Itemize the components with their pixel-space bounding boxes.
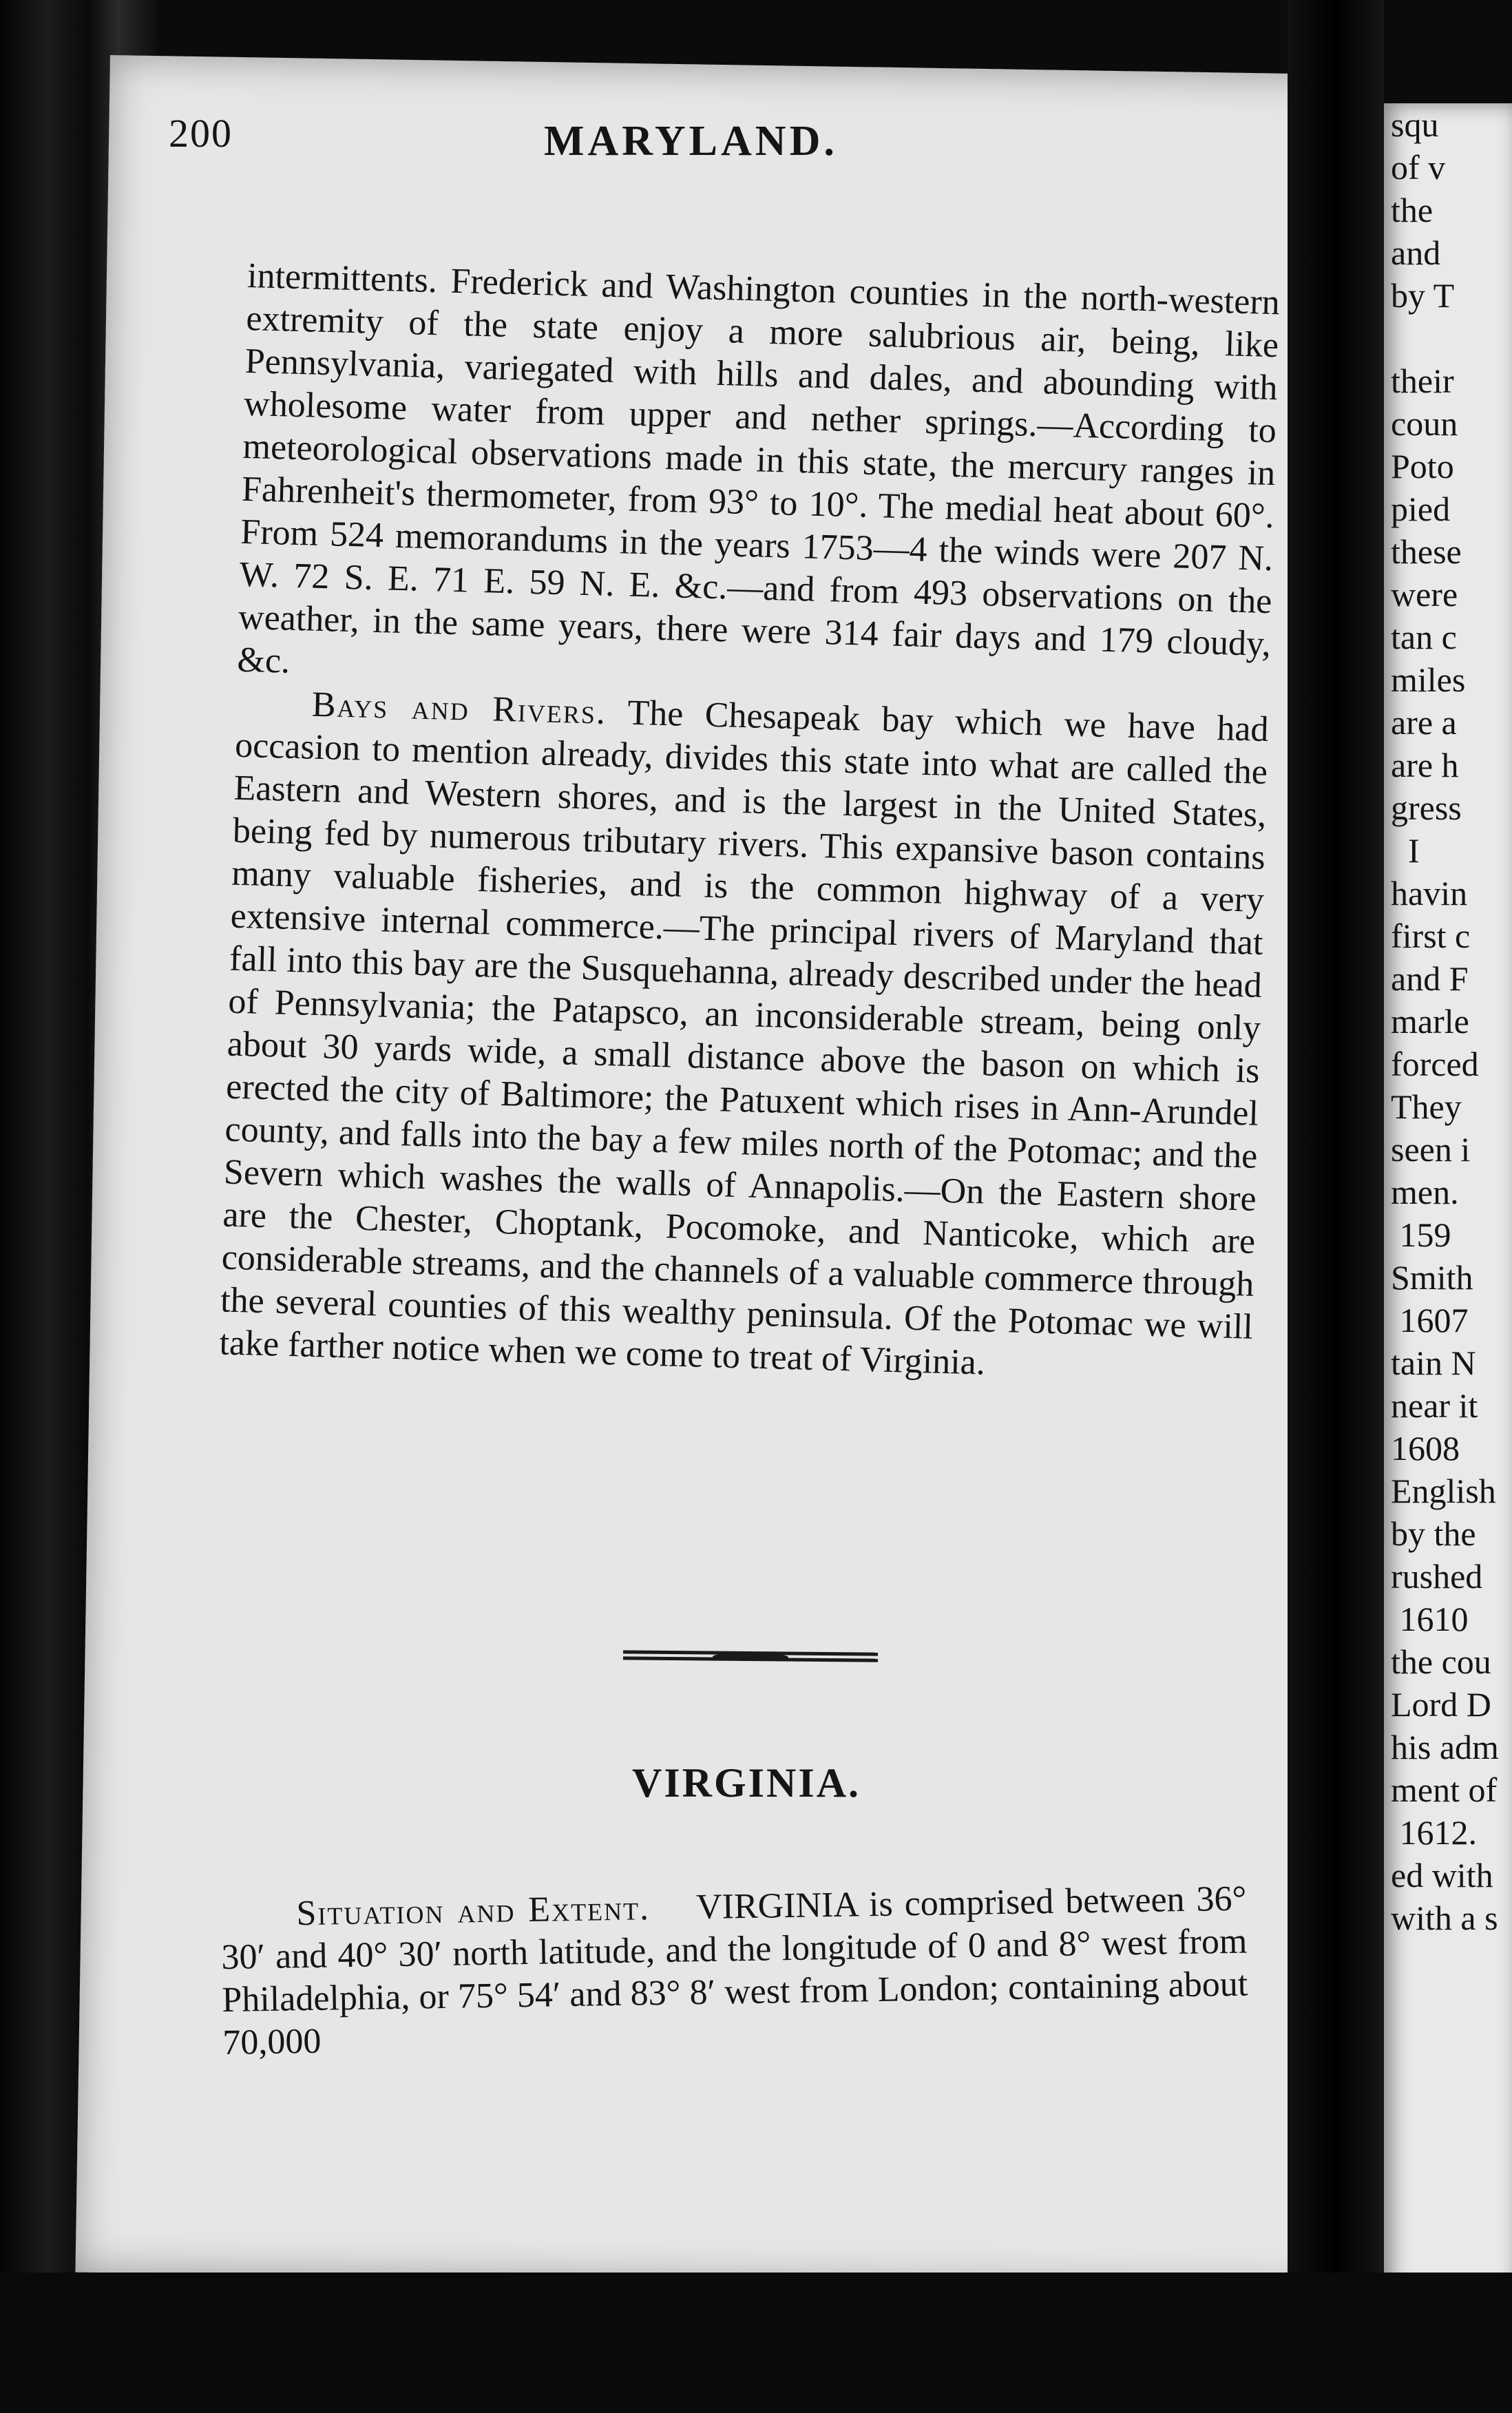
bottom-shadow	[0, 2273, 1512, 2413]
page-number: 200	[169, 111, 233, 156]
book-gutter	[1288, 0, 1384, 2413]
section-heading-situation-extent: Situation and Extent.	[296, 1888, 651, 1934]
right-page-text: squ of v the and by T their coun Poto pied these were tan c miles are a are h gress I havin first c and F marle forced They seen i men. 159 Smith 1607 tain N near it 1608 English by the rushed 1610 the cou Lord D his adm ment of 1612. ed with with a s	[1391, 105, 1499, 1937]
section-title-virginia: VIRGINIA.	[632, 1760, 861, 1806]
main-text-block	[219, 255, 1281, 1392]
section-heading-bays-rivers: Bays and Rivers.	[311, 685, 607, 732]
paragraph-climate: intermittents. Frederick and Washington counties in the north-western extremity of the state enjoy a more salubrious air, being, like Pennsylvania, variegated with hills and dales, and abounding with wholesome water from upper and nether springs.—According to meteorological observations made in this state, the mercury ranges in Fahrenheit's thermometer, from 93° to 10°. The medial heat about 60°. From 524 memorandums in the years 1753—4 the winds were 207 N. W. 72 S. E. 71 E. 59 N. E. &c.—and from 493 observations on the weather, in the same years, there were 314 fair days and 179 cloudy, &c.	[236, 255, 1281, 681]
paragraph-situation-extent-text: VIRGINIA is comprised between 36° 30′ and 40° 30′ north latitude, and the longitude of 0 and 8° west from Philadelphia, or 75° 54′ and 83° 8′ west from London; containing about 70,000	[221, 1879, 1248, 2062]
paragraph-bays-rivers	[219, 682, 1269, 1392]
right-page-fragment	[1384, 103, 1512, 2307]
page-header	[169, 110, 1270, 186]
virginia-text-block	[220, 1878, 1249, 2065]
running-head: MARYLAND.	[544, 118, 838, 165]
section-divider-rule	[623, 1650, 878, 1663]
paragraph-situation-extent	[220, 1878, 1249, 2065]
paragraph-bays-rivers-text: The Chesapeak bay which we have had occasion to mention already, divides this state into what are called the Eastern and Western shores, and is the largest in the United States, being fed by numerous tributary rivers. This expansive bason contains many valuable fisheries, and is the common highway of a very extensive internal commerce.—The principal rivers of Maryland that fall into this bay are the Susquehanna, already described under the head of Pennsylvania; the Patapsco, an inconsiderable stream, being only about 30 yards wide, a small distance above the bason on which is erected the city of Baltimore; the Patuxent which rises in Ann-Arundel county, and falls into the bay a few miles north of the Potomac; and the Severn which washes the walls of Annapolis.—On the Eastern shore are the Chester, Choptank, Pocomoke, and Nanticoke, which are considerable streams, and the channels of a valuable commerce through the several counties of this wealthy peninsula. Of the Potomac we will take farther notice when we come to treat of Virginia.	[218, 693, 1270, 1383]
